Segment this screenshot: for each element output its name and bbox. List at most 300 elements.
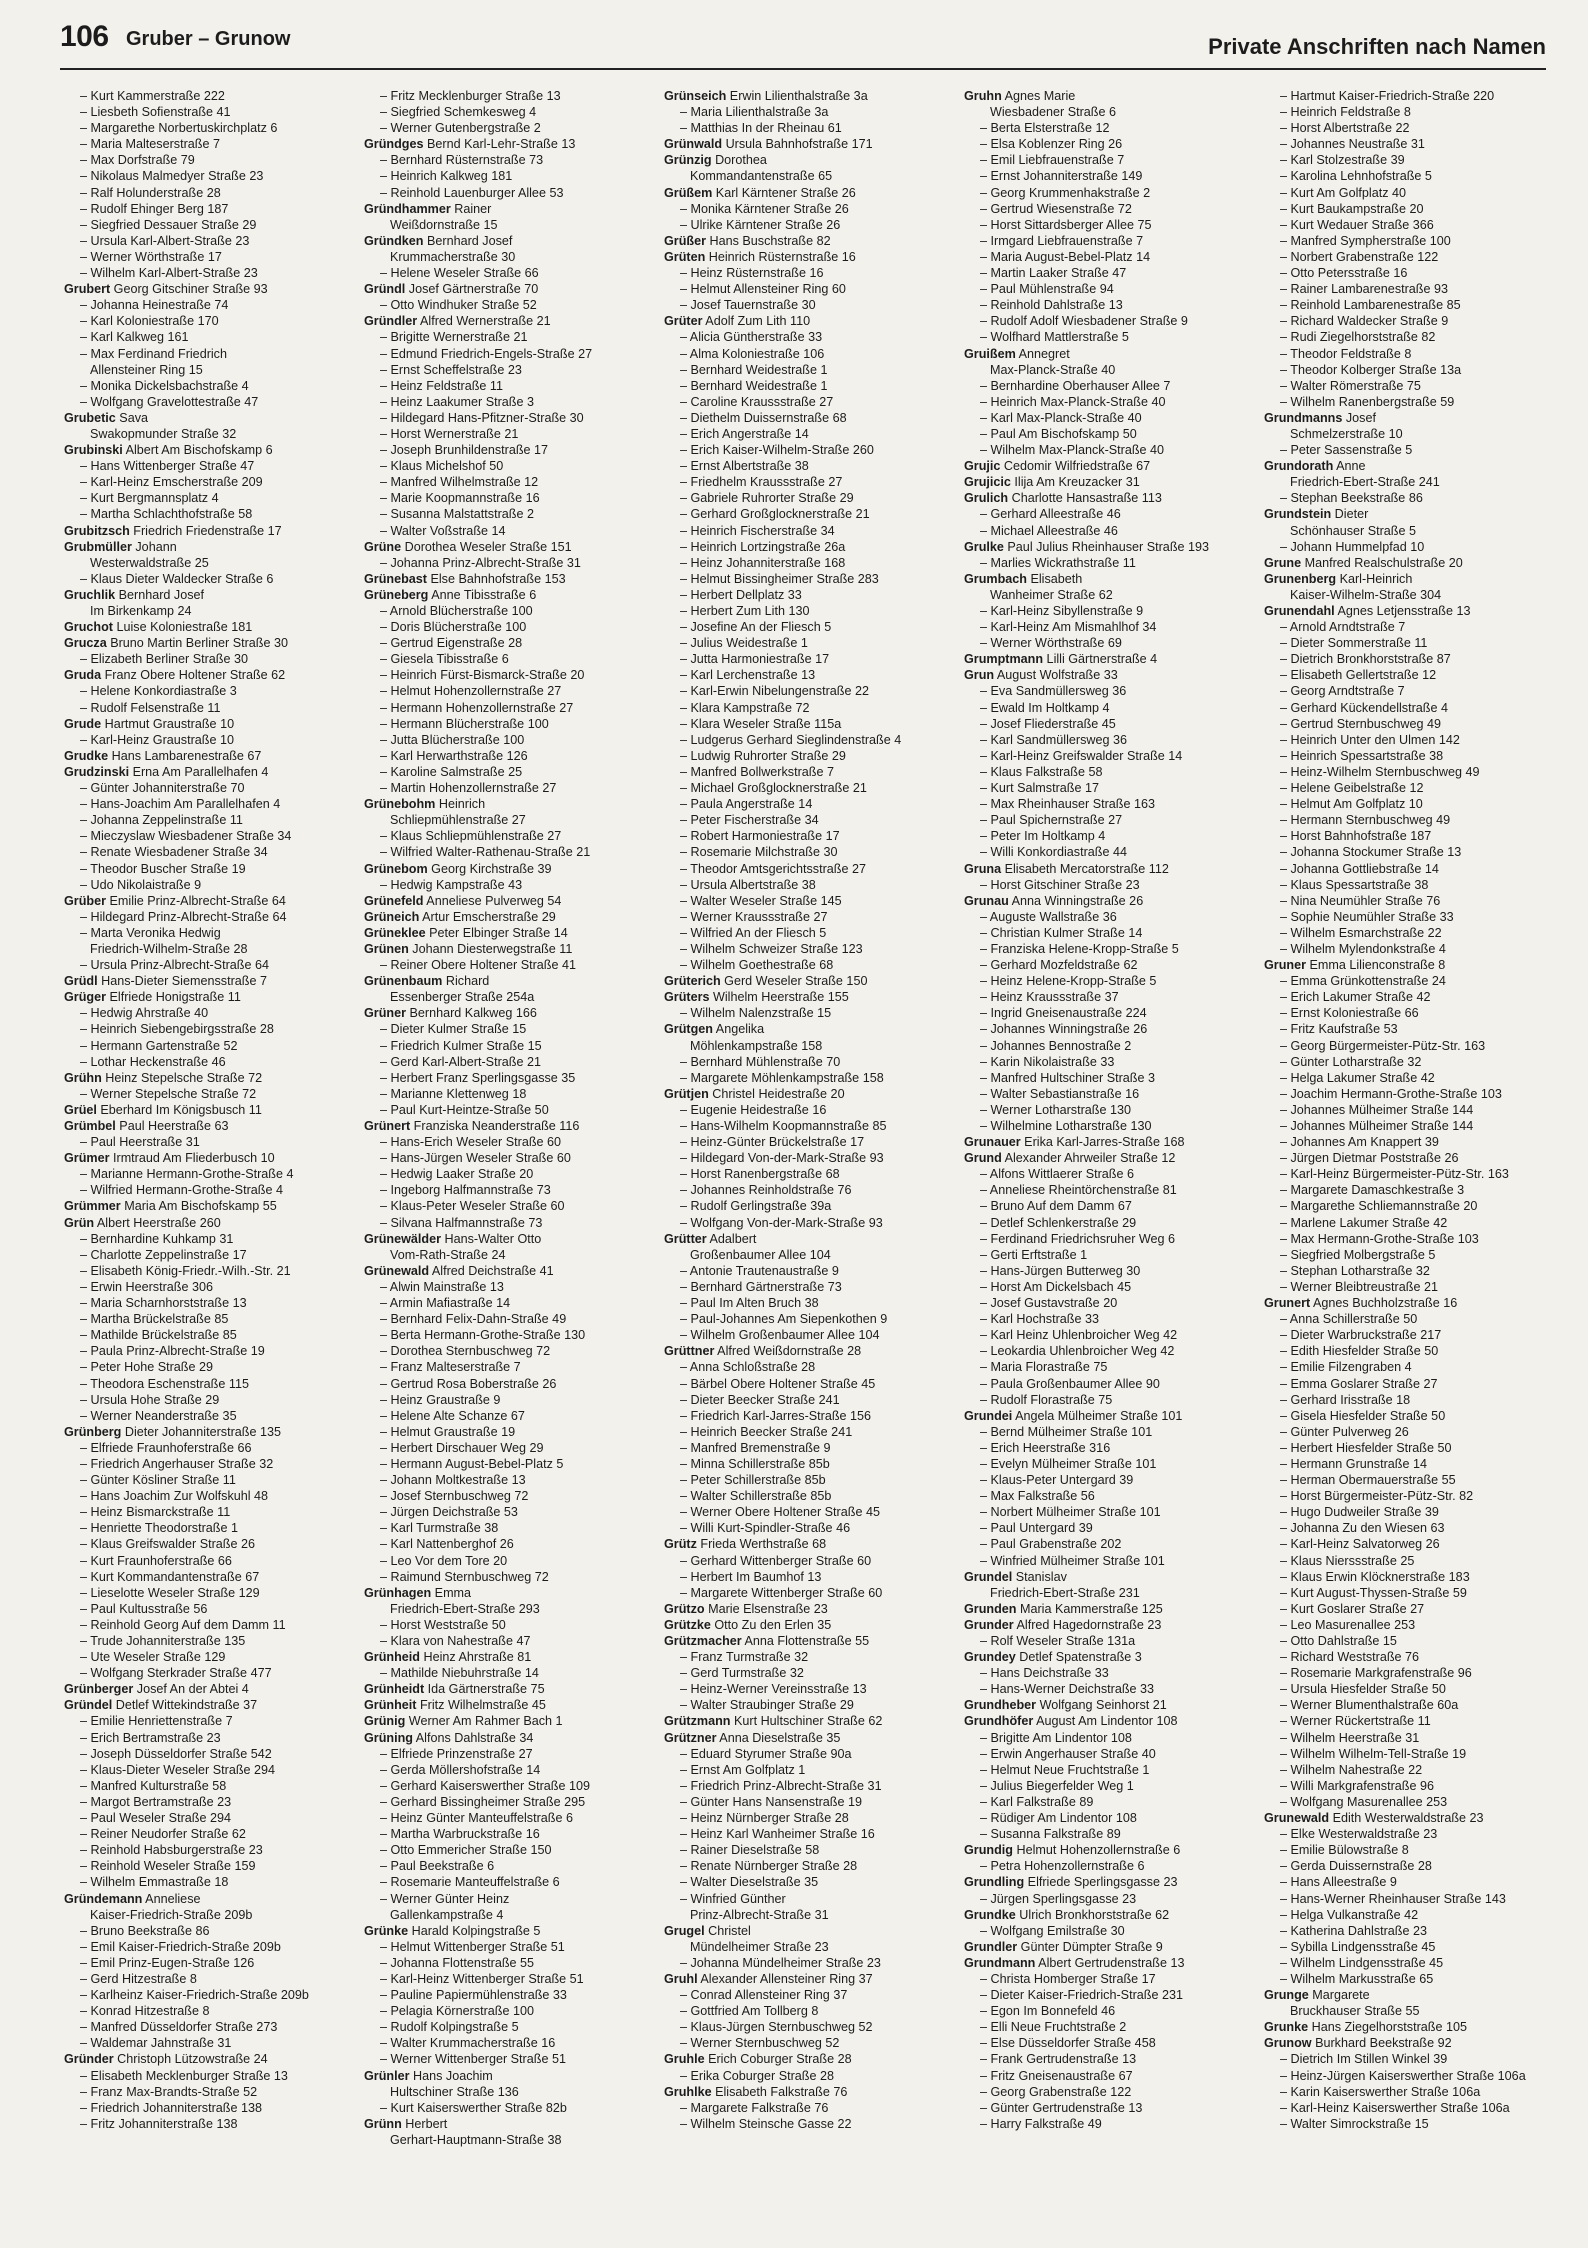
surname-entry: [58, 1424, 346, 1440]
directory-entry: [1258, 2116, 1546, 2132]
entry-text: – Hermann Gartenstraße 52: [80, 1038, 238, 1053]
directory-entry: [658, 1182, 946, 1198]
entry-text: – Erich Lakumer Straße 42: [1280, 990, 1431, 1005]
directory-entry: [1258, 1215, 1546, 1231]
entry-text: August Wolfstraße 33: [994, 668, 1118, 683]
entry-text: – Bruno Auf dem Damm 67: [980, 1199, 1132, 1214]
entry-text: – Frank Gertrudenstraße 13: [980, 2052, 1137, 2067]
entry-text: Georg Kirchstraße 39: [427, 861, 552, 876]
entry-text: Albert Gertrudenstraße 13: [1035, 1955, 1185, 1970]
entry-text: – Dietrich Im Stillen Winkel 39: [1280, 2052, 1448, 2067]
surname: Grunendahl: [1264, 604, 1335, 618]
directory-entry: [1258, 1343, 1546, 1359]
directory-entry: [1258, 780, 1546, 796]
entry-text: – Gerhard Kaiserswerther Straße 109: [380, 1778, 590, 1793]
directory-entry: [958, 442, 1246, 458]
entry-text: – Hans-Jürgen Butterweg 30: [980, 1263, 1141, 1278]
directory-entry: [1258, 185, 1546, 201]
directory-entry: [958, 828, 1246, 844]
directory-entry: [1258, 748, 1546, 764]
surname-entry: [358, 1263, 646, 1279]
entry-text: – Elisabeth Gellertstraße 12: [1280, 668, 1437, 683]
surname-entry: [958, 571, 1246, 587]
entry-text: – Marlene Lakumer Straße 42: [1280, 1215, 1448, 1230]
directory-entry: [958, 185, 1246, 201]
directory-entry: [358, 716, 646, 732]
directory-entry: [358, 265, 646, 281]
directory-entry: [358, 1891, 646, 1907]
entry-text: – Hedwig Kampstraße 43: [380, 877, 523, 892]
surname: Grüber: [64, 893, 106, 908]
entry-text: – Hans Deichstraße 33: [980, 1666, 1109, 1681]
directory-entry: [1258, 362, 1546, 378]
entry-text: – Johannes Mülheimer Straße 144: [1280, 1102, 1474, 1117]
entry-text: – Elfriede Fraunhoferstraße 66: [80, 1440, 252, 1455]
entry-text: – Theodor Feldstraße 8: [1280, 346, 1412, 361]
entry-text: – Heinrich Fischerstraße 34: [680, 523, 835, 538]
entry-text: – Rudolf Gerlingstraße 39a: [680, 1199, 832, 1214]
directory-entry: [358, 1327, 646, 1343]
column-4: [958, 88, 1246, 2132]
directory-entry: [1258, 249, 1546, 265]
surname-entry: [658, 136, 946, 152]
directory-entry: [1258, 1585, 1546, 1601]
directory-entry: [358, 1038, 646, 1054]
entry-text: Mündelheimer Straße 23: [690, 1939, 829, 1954]
surname-entry: [58, 764, 346, 780]
entry-text: – Heinrich Kalkweg 181: [380, 169, 513, 184]
directory-entry: [1258, 732, 1546, 748]
surname-entry: [58, 635, 346, 651]
entry-text: – Hermann Blücherstraße 100: [380, 716, 549, 731]
directory-entry: [658, 1263, 946, 1279]
directory-entry: [358, 1488, 646, 1504]
directory-entry: [658, 1810, 946, 1826]
surname-entry: [958, 1874, 1246, 1890]
directory-entry: [58, 1955, 346, 1971]
entry-text: – Karl Falkstraße 89: [980, 1794, 1094, 1809]
entry-text: – Walter Dieselstraße 35: [680, 1875, 819, 1890]
entry-text: Elfriede Sperlingsgasse 23: [1024, 1875, 1178, 1890]
directory-entry: [1258, 1118, 1546, 1134]
directory-entry: [58, 1971, 346, 1987]
entry-text: – Eduard Styrumer Straße 90a: [680, 1746, 852, 1761]
directory-entry: [58, 217, 346, 233]
entry-text: – Ernst Johanniterstraße 149: [980, 169, 1143, 184]
directory-entry: [58, 88, 346, 104]
directory-entry: [1258, 861, 1546, 877]
directory-entry: [1258, 1440, 1546, 1456]
entry-text: – Hans Wittenberger Straße 47: [80, 459, 255, 474]
entry-text: Adalbert: [706, 1231, 757, 1246]
entry-text: – Ernst Am Golfplatz 1: [680, 1762, 806, 1777]
entry-text: – Karl-Heinz Kaiserswerther Straße 106a: [1280, 2100, 1510, 2115]
surname: Grune: [1264, 555, 1302, 570]
surname: Gruhle: [664, 2052, 705, 2067]
directory-entry: [658, 732, 946, 748]
entry-text: – Hans-Werner Deichstraße 33: [980, 1682, 1155, 1697]
directory-entry: [358, 683, 646, 699]
surname: Grundorath: [1264, 459, 1334, 474]
directory-entry: [958, 1327, 1246, 1343]
entry-text: – Kurt Bergmannsplatz 4: [80, 491, 219, 506]
directory-entry: [1258, 120, 1546, 136]
directory-entry: [1258, 989, 1546, 1005]
entry-text: – Rüdiger Am Lindentor 108: [980, 1811, 1137, 1826]
directory-entry: [58, 1794, 346, 1810]
directory-entry: [1258, 1408, 1546, 1424]
entry-text: – Karl Max-Planck-Straße 40: [980, 410, 1142, 425]
entry-text: – Gabriele Ruhrorter Straße 29: [680, 491, 854, 506]
entry-text: Helmut Hohenzollernstraße 6: [1012, 1843, 1181, 1858]
directory-entry: [1258, 1553, 1546, 1569]
entry-text: – Kurt Fraunhoferstraße 66: [80, 1553, 232, 1568]
entry-text: – Walter Sebastianstraße 16: [980, 1086, 1140, 1101]
entry-text: – Ursula Karl-Albert-Straße 23: [80, 233, 250, 248]
entry-text: – Hans-Werner Rheinhauser Straße 143: [1280, 1891, 1506, 1906]
directory-entry: [58, 313, 346, 329]
entry-text: Josef Gärtnerstraße 70: [405, 282, 539, 297]
directory-entry: [58, 683, 346, 699]
surname: Grüttner: [664, 1344, 715, 1359]
entry-text: Alfred Hagedornstraße 23: [1013, 1617, 1162, 1632]
entry-text: Emma: [431, 1585, 472, 1600]
entry-text: – Trude Johanniterstraße 135: [80, 1634, 246, 1648]
surname: Grunert: [1264, 1296, 1311, 1311]
surname: Grüger: [64, 990, 106, 1005]
entry-text: – Klaus-Jürgen Sternbuschweg 52: [680, 2020, 873, 2035]
entry-text: – Gerhard Mozfeldstraße 62: [980, 958, 1138, 973]
entry-text: Stanislav: [1012, 1569, 1067, 1584]
entry-text: Alexander Allensteiner Ring 37: [697, 1971, 873, 1986]
entry-text: – Ernst Scheffelstraße 23: [380, 362, 522, 377]
directory-entry: [58, 796, 346, 812]
entry-text: – Rosemarie Milchstraße 30: [680, 845, 838, 860]
directory-entry: [958, 796, 1246, 812]
surname-entry: [1258, 555, 1546, 571]
directory-entry: [58, 490, 346, 506]
directory-entry: [658, 378, 946, 394]
surname-entry: [958, 667, 1246, 683]
entry-text: – Theodora Eschenstraße 115: [80, 1376, 249, 1391]
surname: Grünebom: [364, 861, 428, 876]
surname: Grunauer: [964, 1135, 1021, 1150]
directory-entry: [658, 426, 946, 442]
entry-text: – Werner Günter Heinz: [380, 1891, 510, 1906]
directory-entry: [1258, 812, 1546, 828]
directory-entry: [958, 152, 1246, 168]
entry-text: – Hedwig Laaker Straße 20: [380, 1167, 534, 1182]
directory-entry: [658, 539, 946, 555]
directory-entry: [1258, 233, 1546, 249]
entry-text: – Erwin Heerstraße 306: [80, 1279, 213, 1294]
entry-text: – Rainer Dieselstraße 58: [680, 1843, 820, 1858]
directory-entry: [1258, 1907, 1546, 1923]
entry-text: Hans-Dieter Siemensstraße 7: [97, 974, 267, 989]
surname-entry: [958, 1617, 1246, 1633]
directory-entry: [658, 941, 946, 957]
directory-entry: [958, 1005, 1246, 1021]
entry-text: – Werner Kraussstraße 27: [680, 909, 828, 924]
entry-text: – Karl-Heinz Emscherstraße 209: [80, 475, 263, 490]
entry-text: Georg Gitschiner Straße 93: [110, 282, 268, 297]
directory-entry: [1258, 1198, 1546, 1214]
entry-text: – Klaus-Peter Weseler Straße 60: [380, 1199, 565, 1214]
directory-entry: [1258, 1488, 1546, 1504]
surname-entry: [658, 973, 946, 989]
entry-text: – Karin Kaiserswerther Straße 106a: [1280, 2084, 1481, 2099]
surname-entry: [658, 1730, 946, 1746]
entry-text: Manfred Realschulstraße 20: [1301, 555, 1463, 570]
entry-text: – Heinz-Werner Vereinsstraße 13: [680, 1682, 867, 1697]
entry-text: – Max Falkstraße 56: [980, 1489, 1095, 1504]
directory-entry: [658, 1520, 946, 1536]
directory-entry: [358, 1665, 646, 1681]
entry-text: – Minna Schillerstraße 85b: [680, 1456, 830, 1471]
directory-entry: [58, 1746, 346, 1762]
surname: Gründel: [64, 1698, 113, 1713]
entry-text: – Hans-Wilhelm Koopmannstraße 85: [680, 1119, 887, 1133]
directory-entry: [958, 394, 1246, 410]
entry-continuation: [358, 1601, 646, 1617]
surname: Grundey: [964, 1650, 1016, 1665]
entry-text: – Gerti Erftstraße 1: [980, 1247, 1088, 1262]
surname-entry: [358, 587, 646, 603]
surname-entry: [958, 1842, 1246, 1858]
entry-text: Schmelzerstraße 10: [1290, 426, 1403, 441]
surname-entry: [958, 88, 1246, 104]
surname: Grumptmann: [964, 652, 1044, 667]
directory-entry: [358, 1343, 646, 1359]
directory-entry: [358, 1392, 646, 1408]
directory-entry: [358, 458, 646, 474]
entry-text: Maria Kammerstraße 125: [1016, 1601, 1163, 1616]
directory-entry: [58, 265, 346, 281]
entry-text: Josef An der Abtei 4: [133, 1682, 249, 1697]
entry-text: – Gertrud Rosa Boberstraße 26: [380, 1376, 557, 1391]
surname: Grujic: [964, 459, 1001, 474]
entry-continuation: [58, 555, 346, 571]
directory-entry: [1258, 700, 1546, 716]
directory-entry: [958, 683, 1246, 699]
directory-entry: [658, 2019, 946, 2035]
entry-text: – Horst Gitschiner Straße 23: [980, 877, 1140, 892]
entry-text: – Herbert Hiesfelder Straße 50: [1280, 1440, 1452, 1455]
entry-text: – Wilhelm Heerstraße 31: [1280, 1730, 1420, 1745]
directory-entry: [1258, 1311, 1546, 1327]
entry-text: – Heinrich Fürst-Bismarck-Straße 20: [380, 668, 585, 683]
directory-entry: [58, 812, 346, 828]
entry-text: August Am Lindentor 108: [1033, 1714, 1178, 1729]
entry-text: – Friedrich Kulmer Straße 15: [380, 1038, 542, 1053]
entry-text: – Rudolf Kolpingstraße 5: [380, 2020, 519, 2035]
directory-entry: [58, 1005, 346, 1021]
entry-text: – Margarete Falkstraße 76: [680, 2100, 829, 2115]
directory-entry: [58, 458, 346, 474]
directory-entry: [1258, 1633, 1546, 1649]
entry-text: – Walter Simrockstraße 15: [1280, 2116, 1429, 2131]
entry-text: – Edith Hiesfelder Straße 50: [1280, 1344, 1439, 1359]
directory-entry: [958, 2100, 1246, 2116]
directory-entry: [58, 1713, 346, 1729]
surname-entry: [358, 313, 646, 329]
surname: Grünenbaum: [364, 974, 443, 989]
surname-entry: [958, 539, 1246, 555]
directory-entry: [58, 1520, 346, 1536]
directory-entry: [1258, 201, 1546, 217]
entry-text: Anne: [1333, 459, 1366, 474]
entry-continuation: [958, 587, 1246, 603]
entry-text: – Alfons Wittlaerer Straße 6: [980, 1167, 1134, 1182]
entry-text: – Helmut Hohenzollernstraße 27: [380, 684, 562, 699]
entry-text: – Reinhold Lambarenestraße 85: [1280, 298, 1461, 313]
directory-entry: [358, 474, 646, 490]
entry-text: – Klaus-Dieter Weseler Straße 294: [80, 1762, 276, 1777]
entry-text: – Julius Biegerfelder Weg 1: [980, 1778, 1134, 1793]
entry-continuation: [1258, 426, 1546, 442]
directory-entry: [658, 1166, 946, 1182]
surname: Grünheid: [364, 1650, 420, 1665]
directory-entry: [958, 1279, 1246, 1295]
entry-text: – Emilie Henriettenstraße 7: [80, 1714, 233, 1729]
entry-text: – Marianne Hermann-Grothe-Straße 4: [80, 1167, 294, 1182]
directory-entry: [658, 1311, 946, 1327]
directory-entry: [958, 2084, 1246, 2100]
directory-entry: [58, 1842, 346, 1858]
entry-text: – Heinz-Wilhelm Sternbuschweg 49: [1280, 764, 1480, 779]
directory-entry: [1258, 1005, 1546, 1021]
entry-text: – Kurt August-Thyssen-Straße 59: [1280, 1585, 1467, 1600]
entry-text: – Michael Alleestraße 46: [980, 523, 1118, 538]
directory-entry: [1258, 1231, 1546, 1247]
directory-entry: [1258, 716, 1546, 732]
entry-text: – Friedrich Angerhauser Straße 32: [80, 1456, 274, 1471]
directory-entry: [1258, 1327, 1546, 1343]
surname: Gruner: [1264, 958, 1306, 973]
entry-text: – Bernhard Felix-Dahn-Straße 49: [380, 1312, 567, 1327]
surname-entry: [358, 281, 646, 297]
directory-entry: [58, 1054, 346, 1070]
directory-entry: [1258, 667, 1546, 683]
surname-entry: [358, 1697, 646, 1713]
entry-text: – Reinhold Weseler Straße 159: [80, 1859, 256, 1874]
directory-entry: [958, 1520, 1246, 1536]
directory-entry: [958, 2003, 1246, 2019]
entry-text: – Elli Neue Fruchtstraße 2: [980, 2020, 1127, 2035]
surname: Grünberger: [64, 1682, 134, 1697]
surname: Grützmacher: [664, 1634, 742, 1648]
directory-entry: [58, 1408, 346, 1424]
entry-text: – Werner Neanderstraße 35: [80, 1408, 237, 1423]
directory-entry: [658, 1891, 946, 1907]
directory-entry: [658, 2116, 946, 2132]
directory-entry: [58, 1021, 346, 1037]
entry-text: – Rudi Ziegelhorststraße 82: [1280, 330, 1436, 345]
entry-text: – Susanna Falkstraße 89: [980, 1827, 1121, 1842]
directory-entry: [358, 1198, 646, 1214]
directory-entry: [658, 2100, 946, 2116]
entry-text: – Josef Sternbuschweg 72: [380, 1489, 529, 1504]
directory-entry: [58, 1633, 346, 1649]
entry-text: – Richard Waldecker Straße 9: [1280, 314, 1449, 329]
directory-entry: [1258, 1504, 1546, 1520]
entry-text: – Marlies Wickrathstraße 11: [980, 555, 1136, 570]
entry-text: – Heinrich Feldstraße 8: [1280, 105, 1411, 120]
surname-entry: [958, 1601, 1246, 1617]
entry-text: – Gerd Karl-Albert-Straße 21: [380, 1054, 541, 1069]
directory-entry: [1258, 217, 1546, 233]
entry-text: – Gerhard Großglocknerstraße 21: [680, 507, 870, 522]
directory-entry: [958, 877, 1246, 893]
entry-text: – Evelyn Mülheimer Straße 101: [980, 1456, 1157, 1471]
entry-text: – Werner Bleibtreustraße 21: [1280, 1279, 1438, 1294]
surname: Grumbach: [964, 571, 1027, 586]
surname-entry: [1258, 458, 1546, 474]
surname: Gründler: [364, 314, 418, 329]
surname-entry: [358, 925, 646, 941]
directory-entry: [658, 442, 946, 458]
directory-entry: [658, 1697, 946, 1713]
directory-entry: [358, 957, 646, 973]
entry-text: – Wilhelm Emmastraße 18: [80, 1875, 229, 1890]
surname-entry: [658, 249, 946, 265]
entry-text: – Gottfried Am Tollberg 8: [680, 2004, 819, 2019]
surname: Gründhammer: [364, 201, 451, 216]
directory-entry: [58, 1134, 346, 1150]
entry-text: Charlotte Hansastraße 113: [1008, 491, 1162, 506]
surname: Gruhlke: [664, 2084, 712, 2099]
directory-entry: [1258, 378, 1546, 394]
directory-entry: [658, 957, 946, 973]
directory-entry: [358, 844, 646, 860]
directory-entry: [658, 281, 946, 297]
entry-text: – Lieselotte Weseler Straße 129: [80, 1585, 260, 1600]
entry-text: – Josef Fliederstraße 45: [980, 716, 1116, 731]
entry-text: Werner Am Rahmer Bach 1: [405, 1714, 563, 1729]
directory-entry: [958, 1891, 1246, 1907]
entry-text: – Klaus Nierssstraße 25: [1280, 1553, 1415, 1568]
entry-text: – Friedhelm Kraussstraße 27: [680, 475, 843, 490]
entry-text: Alfred Weißdornstraße 28: [714, 1344, 862, 1359]
entry-text: – Paul Kultusstraße 56: [80, 1601, 208, 1616]
entry-text: – Arnold Blücherstraße 100: [380, 604, 533, 618]
entry-text: Anna Flottenstraße 55: [741, 1634, 870, 1648]
surname: Grünhagen: [364, 1585, 432, 1600]
directory-entry: [58, 185, 346, 201]
directory-entry: [1258, 1891, 1546, 1907]
entry-text: – Renate Nürnberger Straße 28: [680, 1859, 858, 1874]
entry-text: – Marie Koopmannstraße 16: [380, 491, 540, 506]
entry-text: – Erich Kaiser-Wilhelm-Straße 260: [680, 443, 874, 458]
entry-text: – Wilhelm Steinsche Gasse 22: [680, 2116, 852, 2131]
entry-text: – Mieczyslaw Wiesbadener Straße 34: [80, 829, 292, 844]
entry-text: – Karl Stolzestraße 39: [1280, 153, 1405, 168]
directory-entry: [1258, 1939, 1546, 1955]
directory-entry: [58, 1247, 346, 1263]
entry-text: – Manfred Bremenstraße 9: [680, 1440, 831, 1455]
entry-text: Harald Kolpingstraße 5: [408, 1923, 541, 1938]
surname-entry: [58, 893, 346, 909]
directory-entry: [58, 104, 346, 120]
entry-continuation: [58, 426, 346, 442]
directory-entry: [58, 136, 346, 152]
directory-entry: [1258, 1713, 1546, 1729]
directory-entry: [1258, 764, 1546, 780]
entry-text: – Günter Lotharstraße 32: [1280, 1054, 1422, 1069]
directory-entry: [658, 780, 946, 796]
surname: Grüter: [664, 314, 703, 329]
surname: Grütter: [664, 1231, 707, 1246]
